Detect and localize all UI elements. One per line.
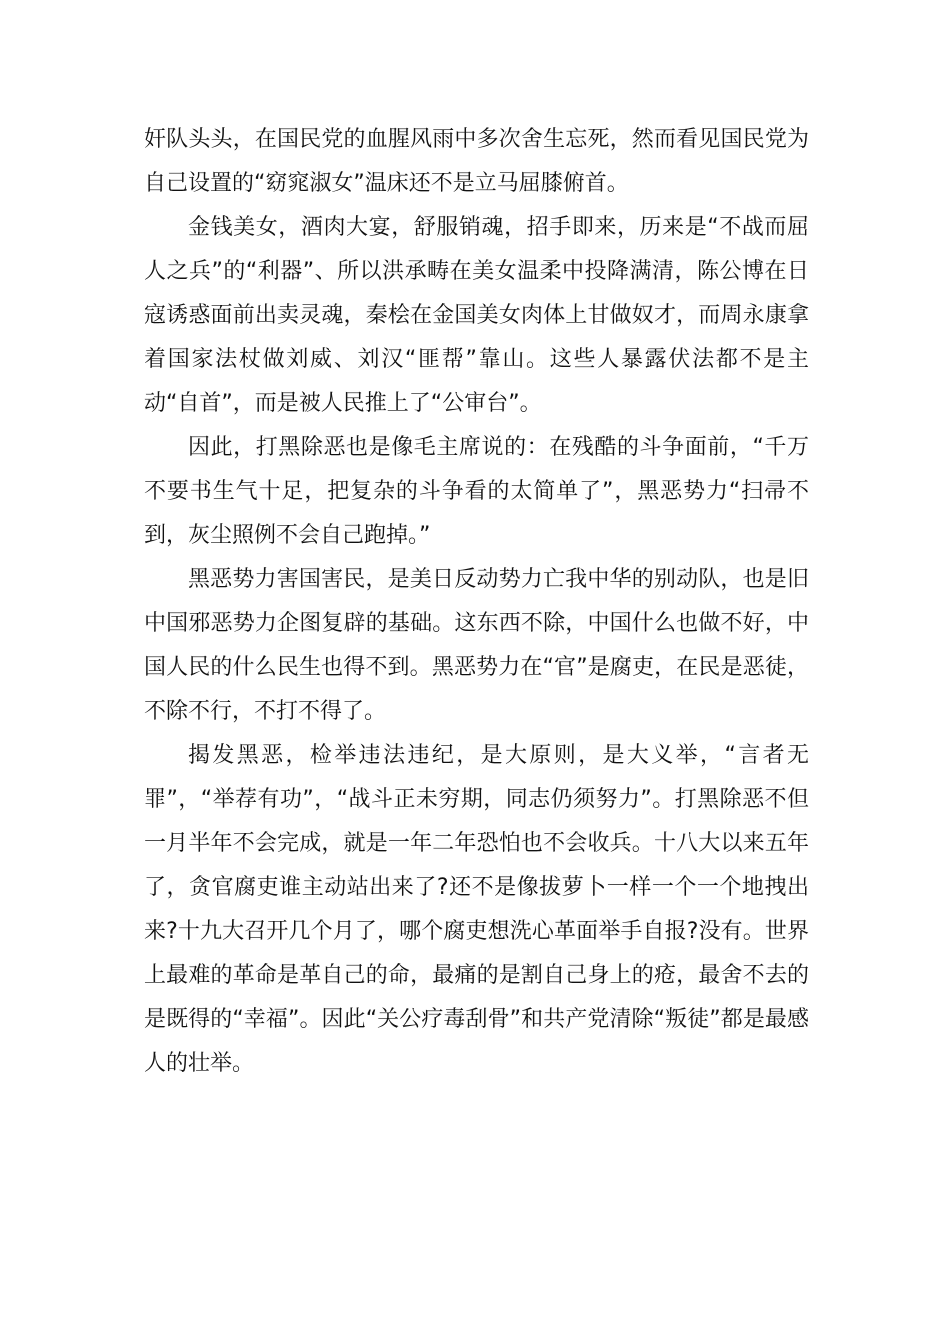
article-body	[144, 118, 809, 1086]
paragraph: 揭发黑恶，检举违法违纪，是大原则，是大义举，“言者无罪”，“举荐有功”，“战斗正未穷期，同志仍须努力”。打黑除恶不但一月半年不会完成，就是一年二年恐怕也不会收兵。十八大以来五年了，贪官腐吏谁主动站出来了?还不是像拔萝卜一样一个一个地拽出来?十九大召开几个月了，哪个腐吏想洗心革面举手自报?没有。世界上最难的革命是革自己的命，最痛的是割自己身上的疮，最舍不去的是既得的“幸福”。因此“关公疗毒刮骨”和共产党清除“叛徒”都是最感人的壮举。	[144, 743, 809, 1076]
paragraph: 黑恶势力害国害民，是美日反动势力亡我中华的别动队，也是旧中国邪恶势力企图复辟的基础。这东西不除，中国什么也做不好，中国人民的什么民生也得不到。黑恶势力在“官”是腐吏，在民是恶徒，不除不行，不打不得了。	[144, 567, 809, 724]
paragraph: 金钱美女，酒肉大宴，舒服销魂，招手即来，历来是“不战而屈人之兵”的“利器”、所以洪承畴在美女温柔中投降满清，陈公博在日寇诱惑面前出卖灵魂，秦桧在金国美女肉体上甘做奴才，而周永康拿着国家法杖做刘威、刘汉“匪帮”靠山。这些人暴露伏法都不是主动“自首”，而是被人民推上了“公审台”。	[144, 215, 809, 416]
paragraph-continuation: 奸队头头，在国民党的血腥风雨中多次舍生忘死，然而看见国民党为自己设置的“窈窕淑女”温床还不是立马屈膝俯首。	[144, 127, 809, 196]
paragraph: 因此，打黑除恶也是像毛主席说的：在残酷的斗争面前，“千万不要书生气十足，把复杂的斗争看的太简单了”，黑恶势力“扫帚不到，灰尘照例不会自己跑掉。”	[144, 435, 809, 548]
